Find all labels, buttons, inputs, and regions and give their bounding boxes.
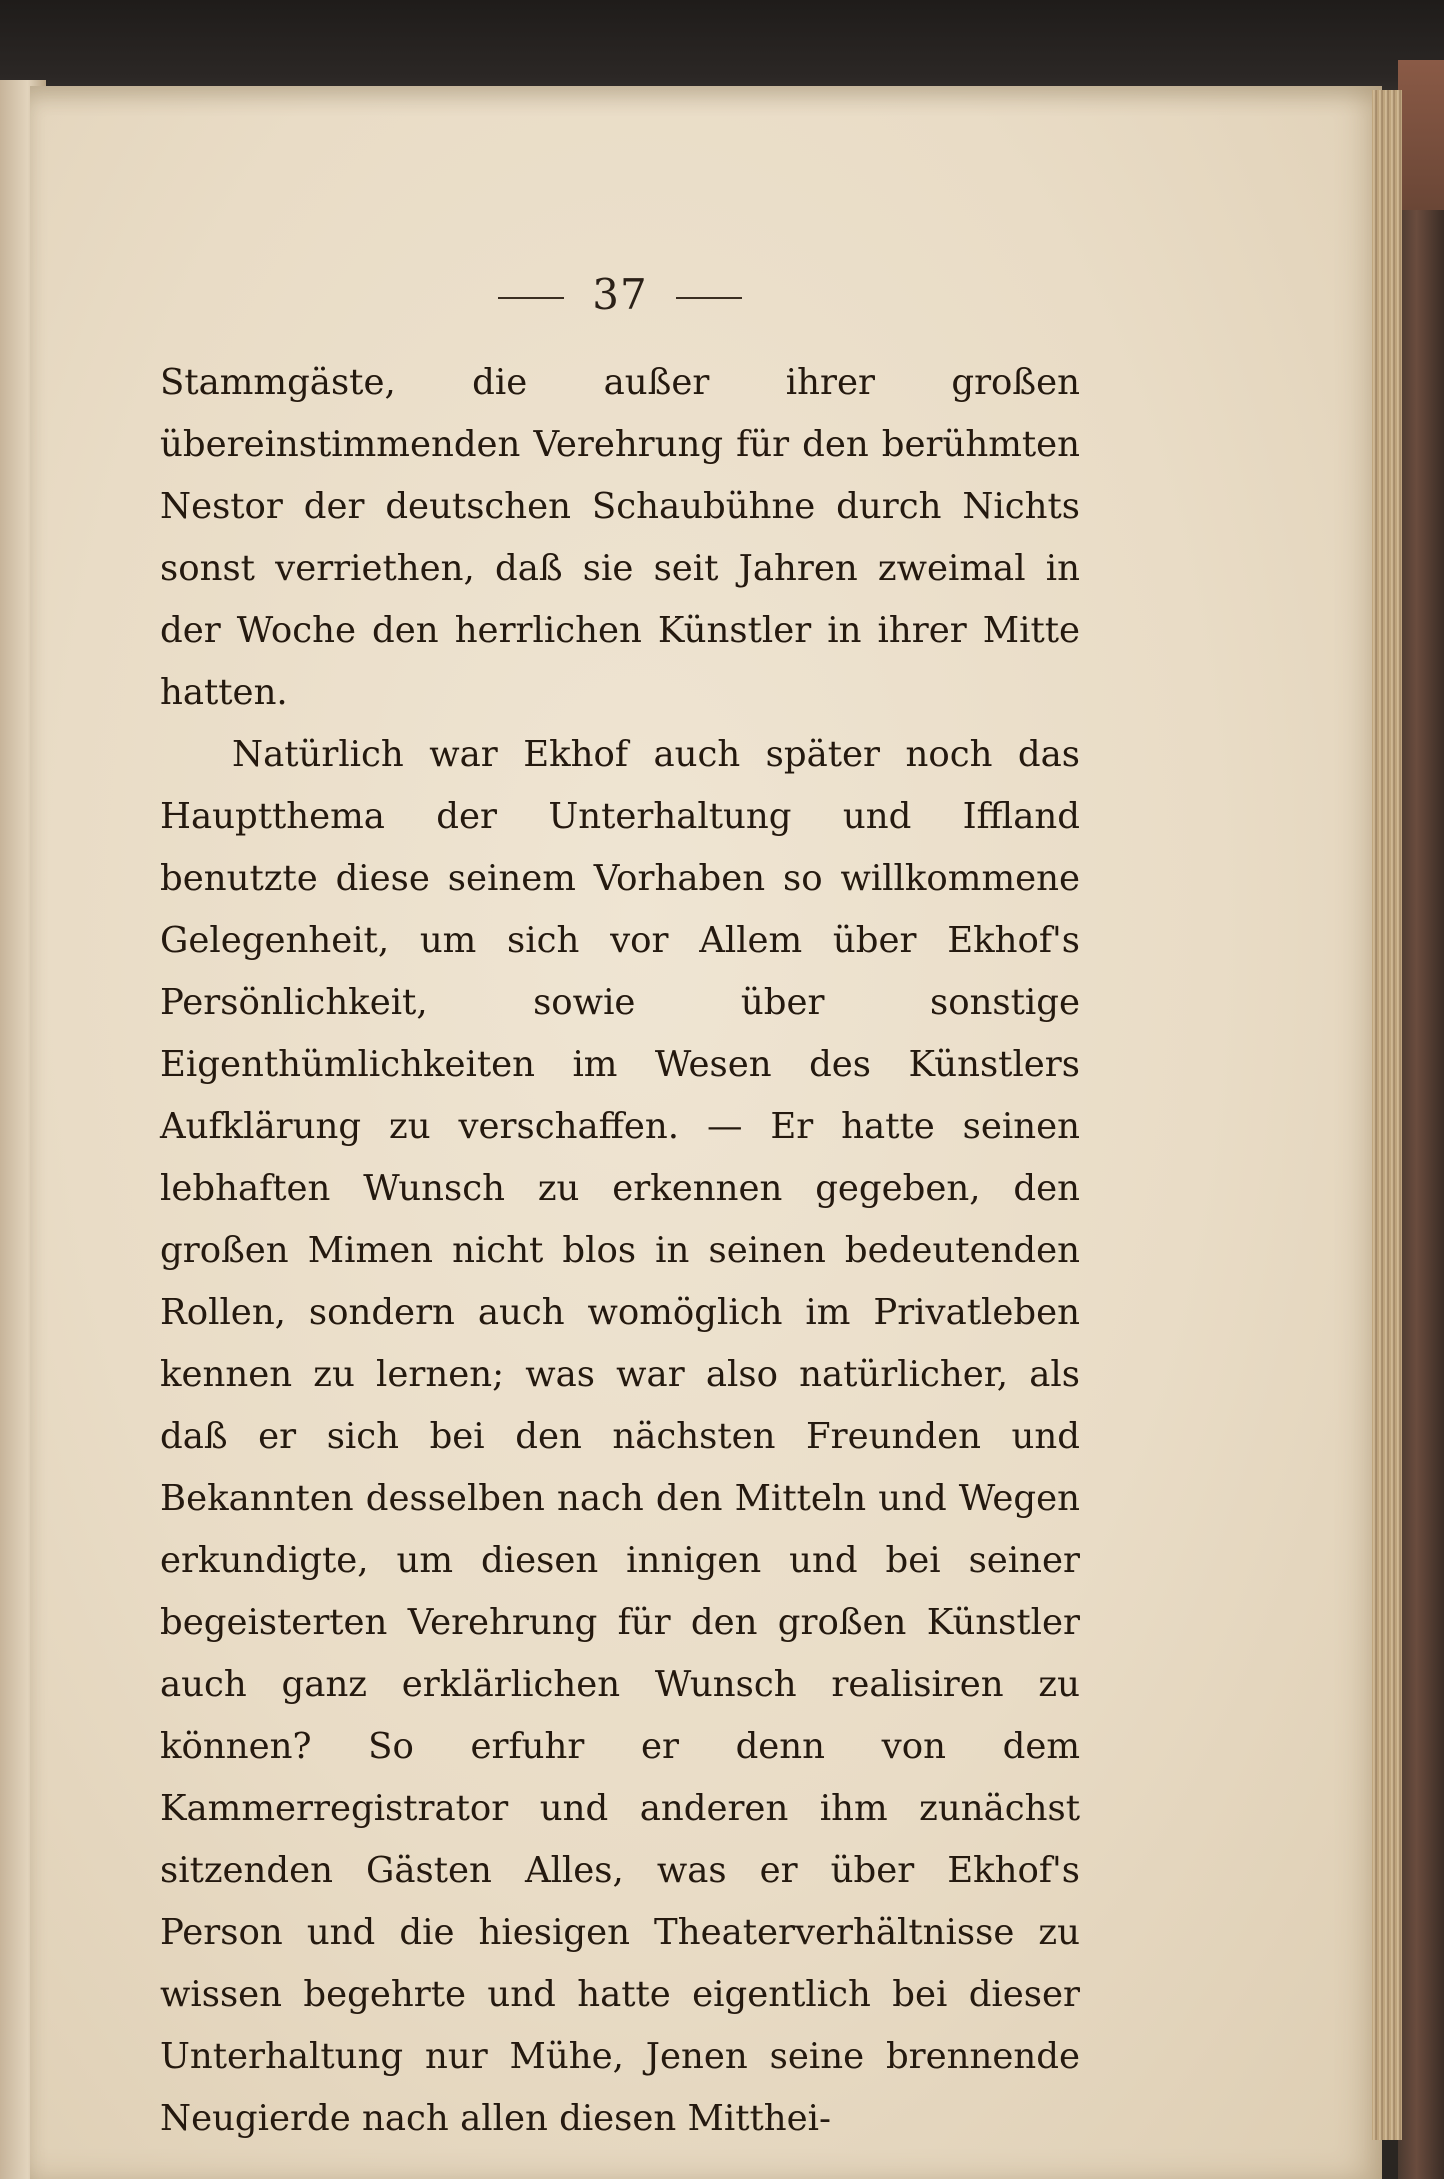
paragraph: Natürlich war Ekhof auch später noch das Hauptthema der Unterhaltung und Iffland benutzte diese seinem Vorhaben so willkommene Gelegenheit, um sich vor Allem über Ekhof's Persönlichkeit, sowie über sonstige Eigenthümlichkeiten im Wesen des Künstlers Aufklärung zu verschaffen. — Er hatte seinen lebhaften Wunsch zu erkennen gegeben, den großen Mimen nicht blos in seinen bedeutenden Rollen, sondern auch womöglich im Privatleben kennen zu lernen; was war also natürlicher, als daß er sich bei den nächsten Freunden und Bekannten desselben nach den Mitteln und Wegen erkundigte, um diesen innigen und bei seiner begeisterten Verehrung für den großen Künstler auch ganz erklärlichen Wunsch realisiren zu können? So erfuhr er denn von dem Kammerregistrator und anderen ihm zunächst sitzenden Gästen Alles, was er über Ekhof's Person und die hiesigen Theaterverhältnisse zu wissen begehrte und hatte eigentlich bei dieser Unterhaltung nur Mühe, Jenen seine brennende Neugierde nach allen diesen Mitthei- — [160, 734, 1080, 2139]
book-cover-band — [1398, 60, 1444, 210]
page-header — [0, 270, 1240, 319]
header-dash-left — [498, 297, 564, 299]
header-dash-right — [676, 297, 742, 299]
page-body-text — [160, 352, 1080, 2150]
book-cover-edge — [1398, 60, 1444, 2179]
page-number: 37 — [592, 270, 648, 319]
paragraph: Stammgäste, die außer ihrer großen übereinstimmenden Verehrung für den berühmten Nestor der deutschen Schaubühne durch Nichts sonst verriethen, daß sie seit Jahren zweimal in der Woche den herrlichen Künstler in ihrer Mitte hatten. — [160, 362, 1080, 713]
page-stack-edges — [1372, 90, 1402, 2140]
